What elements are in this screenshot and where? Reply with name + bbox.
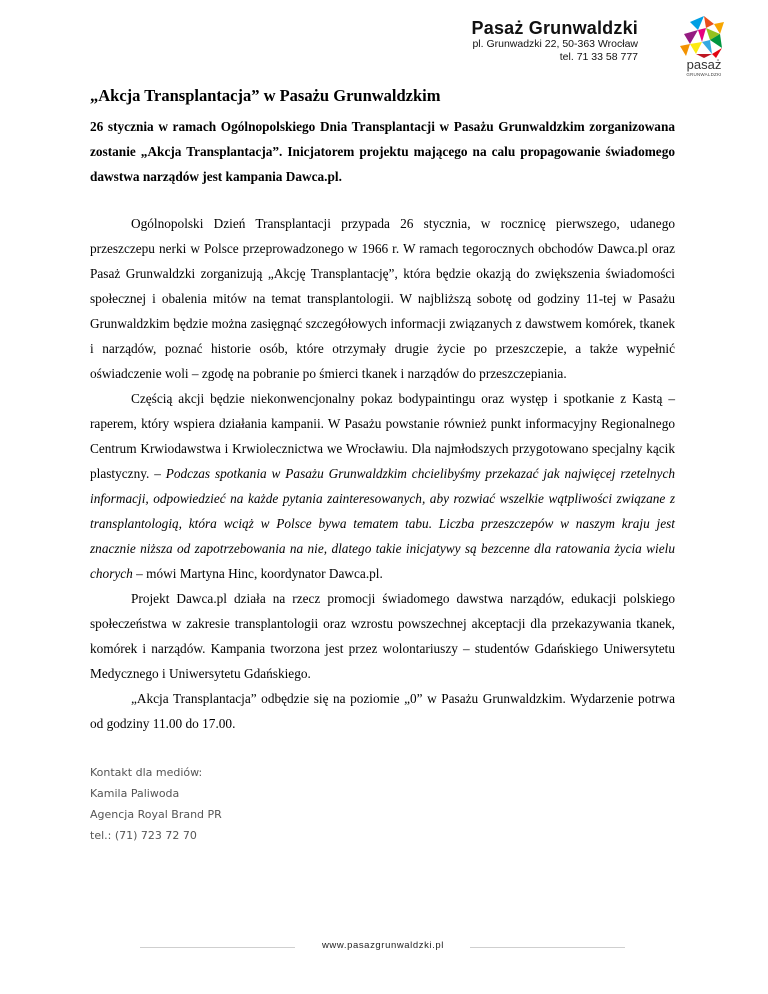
brand-phone: tel. 71 33 58 777	[559, 51, 638, 63]
letterhead	[346, 14, 746, 76]
footer	[140, 940, 625, 954]
logo-subtext: GRUNWALDZKI	[686, 72, 722, 77]
media-contact	[90, 762, 675, 846]
contact-phone: tel.: (71) 723 72 70	[90, 829, 197, 842]
body-paragraph-2	[90, 386, 675, 586]
press-release	[90, 86, 675, 846]
logo-wordmark: pasaż	[686, 57, 722, 72]
body-paragraph-4: „Akcja Transplantacja” odbędzie się na poziomie „0” w Pasażu Grunwaldzkim. Wydarzenie potrwa od godziny 11.00 do 17.00.	[90, 691, 675, 731]
page-title: „Akcja Transplantacja” w Pasażu Grunwaldzkim	[90, 86, 441, 105]
brand-block	[472, 18, 638, 64]
lead-paragraph: 26 stycznia w ramach Ogólnopolskiego Dnia Transplantacji w Pasażu Grunwaldzkim zorganizowana zostanie „Akcja Transplantacja”. Inicjatorem projektu mającego na calu propagowanie świadomego dawstwa narządów jest kampania Dawca.pl.	[90, 119, 675, 184]
brand-address: pl. Grunwadzki 22, 50-363 Wrocław	[472, 38, 638, 50]
contact-heading: Kontakt dla mediów:	[90, 766, 203, 779]
paragraph-2-quote: Podczas spotkania w Pasażu Grunwaldzkim chcielibyśmy przekazać jak najwięcej rzetelnych informacji, odpowiedzieć na każde pytania zainteresowanych, aby rozwiać wszelkie wątpliwości związane z transplantologią, która wciąż w Polsce bywa tematem tabu. Liczba przeszczepów w naszym kraju jest znacznie niższa od zapotrzebowania na nie, dlatego takie inicjatywy są bezcenne dla ratowania życia wielu chorych	[90, 466, 676, 581]
footer-divider-left	[140, 947, 295, 948]
contact-name: Kamila Paliwoda	[90, 787, 180, 800]
brand-name: Pasaż Grunwaldzki	[471, 18, 638, 38]
body-paragraph-1: Ogólnopolski Dzień Transplantacji przypada 26 stycznia, w rocznicę pierwszego, udanego przeszczepu nerki w Polsce przeprowadzonego w 1966 r. W ramach tegorocznych obchodów Dawca.pl oraz Pasaż Grunwaldzki zorganizują „Akcję Transplantację”, która będzie okazją do zwiększenia świadomości społecznej i obalenia mitów na temat transplantologii. W najbliższą sobotę od godziny 11-tej w Pasażu Grunwaldzkim będzie można zasięgnąć szczegółowych informacji związanych z dawstwem komórek, tkanek i narządów, poznać historie osób, które otrzymały drugie życie po przeszczepie, a także wypełnić oświadczenie woli – zgodę na pobranie po śmierci tkanek i narządów do przeszczepiania.	[90, 216, 675, 381]
contact-agency: Agencja Royal Brand PR	[90, 808, 222, 821]
footer-website-link[interactable]: www.pasazgrunwaldzki.pl	[321, 940, 445, 951]
paragraph-2-attribution: – mówi Martyna Hinc, koordynator Dawca.pl.	[132, 566, 383, 581]
body-paragraph-3: Projekt Dawca.pl działa na rzecz promocji świadomego dawstwa narządów, edukacji polskiego społeczeństwa w zakresie transplantologii oraz wzrostu powszechnej akceptacji dla przekazywania tkanek, komórek i narządów. Kampania tworzona jest przez wolontariuszy – studentów Gdańskiego Uniwersytetu Medycznego i Uniwersytetu Gdańskiego.	[90, 591, 675, 681]
footer-divider-right	[470, 947, 625, 948]
paragraph-2-intro: Częścią akcji będzie niekonwencjonalny pokaz bodypaintingu oraz występ i spotkanie z Kastą – raperem, który wspiera działania kampanii. W Pasażu powstanie również punkt informacyjny Regionalnego Centrum Krwiodawstwa i Krwiolecznictwa we Wrocławiu. Dla najmłodszych przygotowano specjalny kącik plastyczny. –	[90, 391, 675, 481]
